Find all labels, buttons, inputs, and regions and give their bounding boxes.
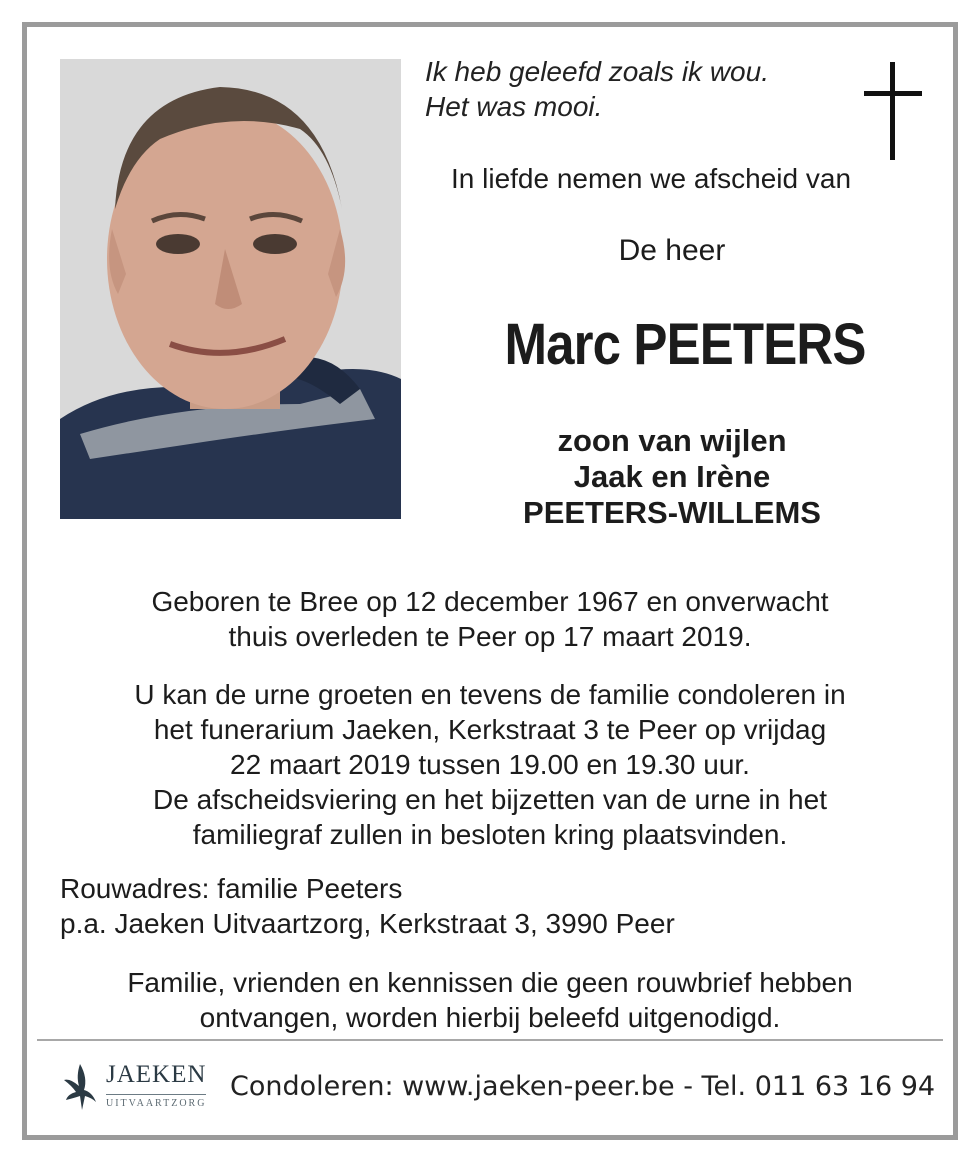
mourning-address [60, 871, 675, 941]
info-line: 22 maart 2019 tussen 19.00 en 19.30 uur. [230, 749, 750, 780]
logo-name: JAEKEN [106, 1061, 207, 1088]
quote-line: Ik heb geleefd zoals ik wou. [425, 56, 769, 87]
cross-icon [864, 62, 922, 160]
info-line: familiegraf zullen in besloten kring plaatsvinden. [192, 819, 788, 850]
parents-line: Jaak en Irène [573, 459, 771, 494]
parents-block [402, 423, 942, 531]
info-line: het funerarium Jaeken, Kerkstraat 3 te Peer op vrijdag [153, 714, 827, 745]
portrait-photo [60, 59, 401, 519]
intro-text: In liefde nemen we afscheid van [451, 163, 852, 194]
quote-line: Het was mooi. [425, 91, 603, 122]
address-line: Rouwadres: familie Peeters [60, 873, 403, 904]
honorific-title: De heer [618, 234, 726, 267]
info-line: Familie, vrienden en kennissen die geen rouwbrief hebben [127, 967, 853, 998]
info-line: thuis overleden te Peer op 17 maart 2019. [228, 621, 752, 652]
condolence-contact: Condoleren: www.jaeken-peer.be - Tel. 011 63 16 94 [230, 1071, 936, 1102]
parents-line: PEETERS-WILLEMS [523, 495, 821, 530]
logo-subtitle: UITVAARTZORG [106, 1094, 206, 1110]
visitation-info [30, 677, 950, 852]
address-line: p.a. Jaeken Uitvaartzorg, Kerkstraat 3, 3990 Peer [60, 908, 675, 939]
info-line: ontvangen, worden hierbij beleefd uitgenodigd. [199, 1002, 781, 1033]
quote [425, 54, 769, 124]
info-line: Geboren te Bree op 12 december 1967 en onverwacht [151, 586, 829, 617]
dove-icon [62, 1062, 98, 1112]
info-line: U kan de urne groeten en tevens de familie condoleren in [134, 679, 846, 710]
footer-divider [37, 1039, 943, 1041]
birth-death-info [30, 584, 950, 654]
info-line: De afscheidsviering en het bijzetten van de urne in het [153, 784, 827, 815]
deceased-name: Marc PEETERS [504, 312, 866, 377]
invitation-text [30, 965, 950, 1035]
parents-line: zoon van wijlen [557, 423, 787, 458]
funeral-home-logo [62, 1060, 222, 1116]
